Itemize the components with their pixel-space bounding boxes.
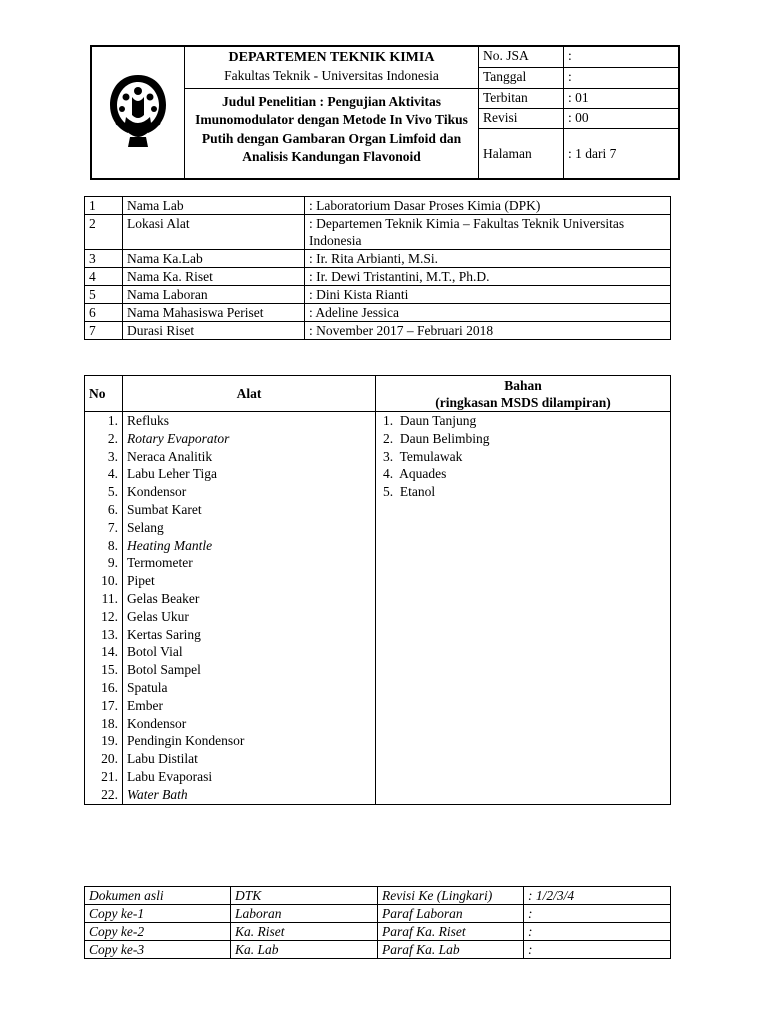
bahan-list <box>376 412 671 805</box>
table-header-row <box>85 376 671 412</box>
meta-value: : <box>564 46 680 67</box>
alat-number: 9. <box>107 555 118 571</box>
col-bahan-header <box>376 376 671 412</box>
footer-cell: : 1/2/3/4 <box>524 887 671 905</box>
info-value: : Departemen Teknik Kimia – Fakultas Teknik Universitas Indonesia <box>305 215 671 250</box>
makara-logo-icon <box>106 71 170 151</box>
info-value: : Adeline Jessica <box>305 304 671 322</box>
alat-item: Kertas Saring <box>127 626 201 642</box>
alat-item: Botol Vial <box>127 644 183 660</box>
info-label: Nama Mahasiswa Periset <box>123 304 305 322</box>
alat-item: Neraca Analitik <box>127 448 213 464</box>
info-number: 6 <box>85 304 123 322</box>
alat-item: Termometer <box>127 555 193 571</box>
table-row <box>85 250 671 268</box>
alat-item: Rotary Evaporator <box>127 430 230 446</box>
info-value: : November 2017 – Februari 2018 <box>305 322 671 340</box>
info-label: Nama Ka.Lab <box>123 250 305 268</box>
info-number: 7 <box>85 322 123 340</box>
meta-label: No. JSA <box>479 46 564 67</box>
info-number: 1 <box>85 197 123 215</box>
footer-cell: : <box>524 941 671 959</box>
alat-number: 1. <box>107 413 118 428</box>
meta-value: : <box>564 67 680 88</box>
footer-cell: Copy ke-3 <box>85 941 231 959</box>
table-row <box>85 941 671 959</box>
table-row <box>85 412 671 805</box>
header-title-block <box>185 46 479 88</box>
bahan-subtitle: (ringkasan MSDS dilampiran) <box>435 394 611 410</box>
alat-number: 5. <box>107 484 118 500</box>
info-value: : Ir. Dewi Tristantini, M.T., Ph.D. <box>305 268 671 286</box>
alat-item: Pipet <box>127 573 155 589</box>
info-number: 5 <box>85 286 123 304</box>
info-label: Lokasi Alat <box>123 215 305 250</box>
table-row <box>85 286 671 304</box>
alat-item: Water Bath <box>127 786 188 802</box>
faculty-name: Fakultas Teknik - Universitas Indonesia <box>224 68 439 83</box>
meta-value: : 1 dari 7 <box>564 129 680 179</box>
alat-number: 11. <box>101 590 118 606</box>
alat-item: Pendingin Kondensor <box>127 733 245 749</box>
table-row <box>85 304 671 322</box>
equipment-materials-table <box>84 375 671 805</box>
alat-number: 17. <box>101 697 118 713</box>
alat-item: Labu Evaporasi <box>127 768 213 784</box>
footer-cell: Paraf Ka. Lab <box>378 941 524 959</box>
alat-item: Spatula <box>127 679 168 695</box>
alat-list <box>123 412 376 805</box>
alat-number: 22. <box>101 786 118 802</box>
table-row <box>85 268 671 286</box>
info-number: 2 <box>85 215 123 250</box>
bahan-item: 2. Daun Belimbing <box>383 430 490 446</box>
alat-number: 19. <box>101 733 118 749</box>
footer-cell: Copy ke-2 <box>85 923 231 941</box>
info-value: : Ir. Rita Arbianti, M.Si. <box>305 250 671 268</box>
bahan-item: 1. Daun Tanjung <box>383 413 477 428</box>
footer-cell: Dokumen asli <box>85 887 231 905</box>
research-title-cell <box>185 88 479 179</box>
alat-number: 3. <box>107 448 118 464</box>
meta-label: Revisi <box>479 108 564 128</box>
university-logo <box>91 46 185 179</box>
alat-number: 12. <box>101 608 118 624</box>
alat-number: 4. <box>107 466 118 482</box>
info-label: Nama Lab <box>123 197 305 215</box>
alat-item: Labu Distilat <box>127 751 198 767</box>
meta-label: Halaman <box>479 129 564 179</box>
info-label: Durasi Riset <box>123 322 305 340</box>
alat-item: Botol Sampel <box>127 662 201 678</box>
bahan-title: Bahan <box>504 377 542 393</box>
alat-number: 15. <box>101 662 118 678</box>
col-alat-header: Alat <box>123 376 376 412</box>
footer-cell: Laboran <box>231 905 378 923</box>
research-title: Judul Penelitian : Pengujian Aktivitas Imunomodulator dengan Metode In Vivo Tikus Putih dengan Gambaran Organ Limfoid dan Analisis Kandungan Flavonoid <box>195 93 468 165</box>
alat-item: Labu Leher Tiga <box>127 466 217 482</box>
alat-item: Gelas Beaker <box>127 590 200 606</box>
footer-cell: Paraf Ka. Riset <box>378 923 524 941</box>
alat-number: 7. <box>107 519 118 535</box>
table-row <box>85 923 671 941</box>
info-number: 3 <box>85 250 123 268</box>
footer-cell: : <box>524 923 671 941</box>
table-row <box>85 905 671 923</box>
table-row <box>85 215 671 250</box>
info-number: 4 <box>85 268 123 286</box>
footer-cell: Ka. Lab <box>231 941 378 959</box>
alat-number: 2. <box>107 430 118 446</box>
alat-item: Kondensor <box>127 715 187 731</box>
info-label: Nama Laboran <box>123 286 305 304</box>
alat-item: Sumbat Karet <box>127 501 202 517</box>
meta-value: : 01 <box>564 88 680 108</box>
alat-number: 10. <box>101 573 118 589</box>
alat-number: 6. <box>107 501 118 517</box>
alat-number: 16. <box>101 679 118 695</box>
info-value: : Dini Kista Rianti <box>305 286 671 304</box>
alat-item: Ember <box>127 697 163 713</box>
footer-cell: : <box>524 905 671 923</box>
footer-cell: Revisi Ke (Lingkari) <box>378 887 524 905</box>
alat-number: 14. <box>101 644 118 660</box>
footer-cell: DTK <box>231 887 378 905</box>
alat-item: Gelas Ukur <box>127 608 189 624</box>
table-row <box>85 197 671 215</box>
alat-number: 13. <box>101 626 118 642</box>
lab-info-table <box>84 196 671 340</box>
alat-number-column <box>85 412 123 805</box>
alat-item: Kondensor <box>127 484 187 500</box>
footer-cell: Copy ke-1 <box>85 905 231 923</box>
alat-item: Refluks <box>127 413 169 428</box>
bahan-item: 3. Temulawak <box>383 448 463 464</box>
meta-label: Terbitan <box>479 88 564 108</box>
alat-number: 8. <box>107 537 118 553</box>
footer-cell: Ka. Riset <box>231 923 378 941</box>
table-row <box>85 887 671 905</box>
document-control-table <box>84 886 671 959</box>
footer-cell: Paraf Laboran <box>378 905 524 923</box>
col-no-header: No <box>85 376 123 412</box>
bahan-item: 4. Aquades <box>383 466 447 482</box>
meta-label: Tanggal <box>479 67 564 88</box>
alat-item: Selang <box>127 519 164 535</box>
alat-number: 20. <box>101 751 118 767</box>
info-label: Nama Ka. Riset <box>123 268 305 286</box>
info-value: : Laboratorium Dasar Proses Kimia (DPK) <box>305 197 671 215</box>
meta-value: : 00 <box>564 108 680 128</box>
alat-number: 21. <box>101 768 118 784</box>
alat-item: Heating Mantle <box>127 537 213 553</box>
document-header <box>90 45 680 180</box>
alat-number: 18. <box>101 715 118 731</box>
bahan-item: 5. Etanol <box>383 484 436 500</box>
table-row <box>85 322 671 340</box>
department-name: DEPARTEMEN TEKNIK KIMIA <box>228 50 435 65</box>
